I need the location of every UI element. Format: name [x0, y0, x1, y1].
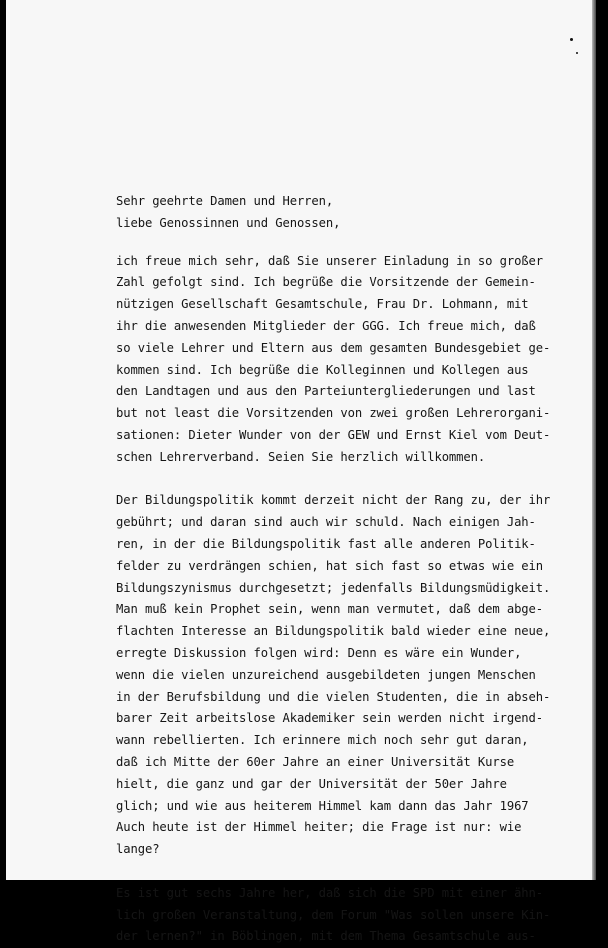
letter-body: [116, 191, 576, 948]
text-line: daß ich Mitte der 60er Jahre an einer Universität Kurse: [116, 754, 515, 769]
text-line: Auch heute ist der Himmel heiter; die Frage ist nur: wie: [116, 820, 522, 835]
text-line: kommen sind. Ich begrüße die Kolleginnen und Kollegen aus: [116, 362, 529, 377]
text-line: wenn die vielen unzureichend ausgebildeten jungen Menschen: [116, 667, 536, 682]
text-line: hielt, die ganz und gar der Universität der 50er Jahre: [116, 776, 507, 791]
text-line: ich freue mich sehr, daß Sie unserer Einladung in so großer: [116, 253, 544, 268]
text-line: der lernen?" in Böblingen, mit dem Thema Gesamtschule aus-: [116, 929, 536, 944]
paragraph-spd-forum: [116, 883, 576, 948]
text-line: ihr die anwesenden Mitglieder der GGG. Ich freue mich, daß: [116, 318, 536, 333]
text-line: Es ist gut sechs Jahre her, daß sich die SPD mit einer ähn-: [116, 885, 544, 900]
salutation-line: Sehr geehrte Damen und Herren,: [116, 194, 334, 208]
text-line: ren, in der die Bildungspolitik fast alle anderen Politik-: [116, 536, 536, 551]
text-line: Zahl gefolgt sind. Ich begrüße die Vorsitzende der Gemein-: [116, 275, 536, 290]
text-line: glich; und wie aus heiterem Himmel kam dann das Jahr 1967: [116, 798, 529, 813]
scan-speck: [576, 52, 578, 54]
text-line: barer Zeit arbeitslose Akademiker sein werden nicht irgend-: [116, 711, 544, 726]
text-line: Der Bildungspolitik kommt derzeit nicht der Rang zu, der ihr: [116, 493, 551, 508]
text-line: flachten Interesse an Bildungspolitik bald wieder eine neue,: [116, 624, 551, 639]
salutation-line: liebe Genossinnen und Genossen,: [116, 215, 341, 230]
text-line: Bildungszynismus durchgesetzt; jedenfalls Bildungsmüdigkeit.: [116, 580, 551, 595]
text-line: in der Berufsbildung und die vielen Studenten, die in abseh-: [116, 689, 551, 704]
text-line: lich großen Veranstaltung, dem Forum "Was sollen unsere Kin-: [116, 907, 551, 922]
paragraph-bildungspolitik: [116, 490, 576, 861]
text-line: sationen: Dieter Wunder von der GEW und Ernst Kiel vom Deut-: [116, 427, 551, 442]
text-line: schen Lehrerverband. Seien Sie herzlich willkommen.: [116, 449, 486, 464]
text-line: nützigen Gesellschaft Gesamtschule, Frau Dr. Lohmann, mit: [116, 297, 529, 312]
paragraph-welcome: [116, 251, 576, 469]
text-line: lange?: [116, 842, 160, 857]
text-line: den Landtagen und aus den Parteiuntergliederungen und last: [116, 384, 536, 399]
text-line: gebührt; und daran sind auch wir schuld. Nach einigen Jah-: [116, 515, 536, 530]
document-page: [6, 0, 596, 944]
text-line: felder zu verdrängen schien, hat sich fast so etwas wie ein: [116, 558, 544, 573]
text-line: Man muß kein Prophet sein, wenn man vermutet, daß dem abge-: [116, 602, 544, 617]
scan-speck: [570, 38, 573, 41]
salutation: [116, 191, 576, 235]
text-line: erregte Diskussion folgen wird: Denn es wäre ein Wunder,: [116, 645, 522, 660]
text-line: so viele Lehrer und Eltern aus dem gesamten Bundesgebiet ge-: [116, 340, 551, 355]
text-line: wann rebellierten. Ich erinnere mich noch sehr gut daran,: [116, 733, 529, 748]
text-line: but not least die Vorsitzenden von zwei großen Lehrerorgani-: [116, 406, 551, 421]
